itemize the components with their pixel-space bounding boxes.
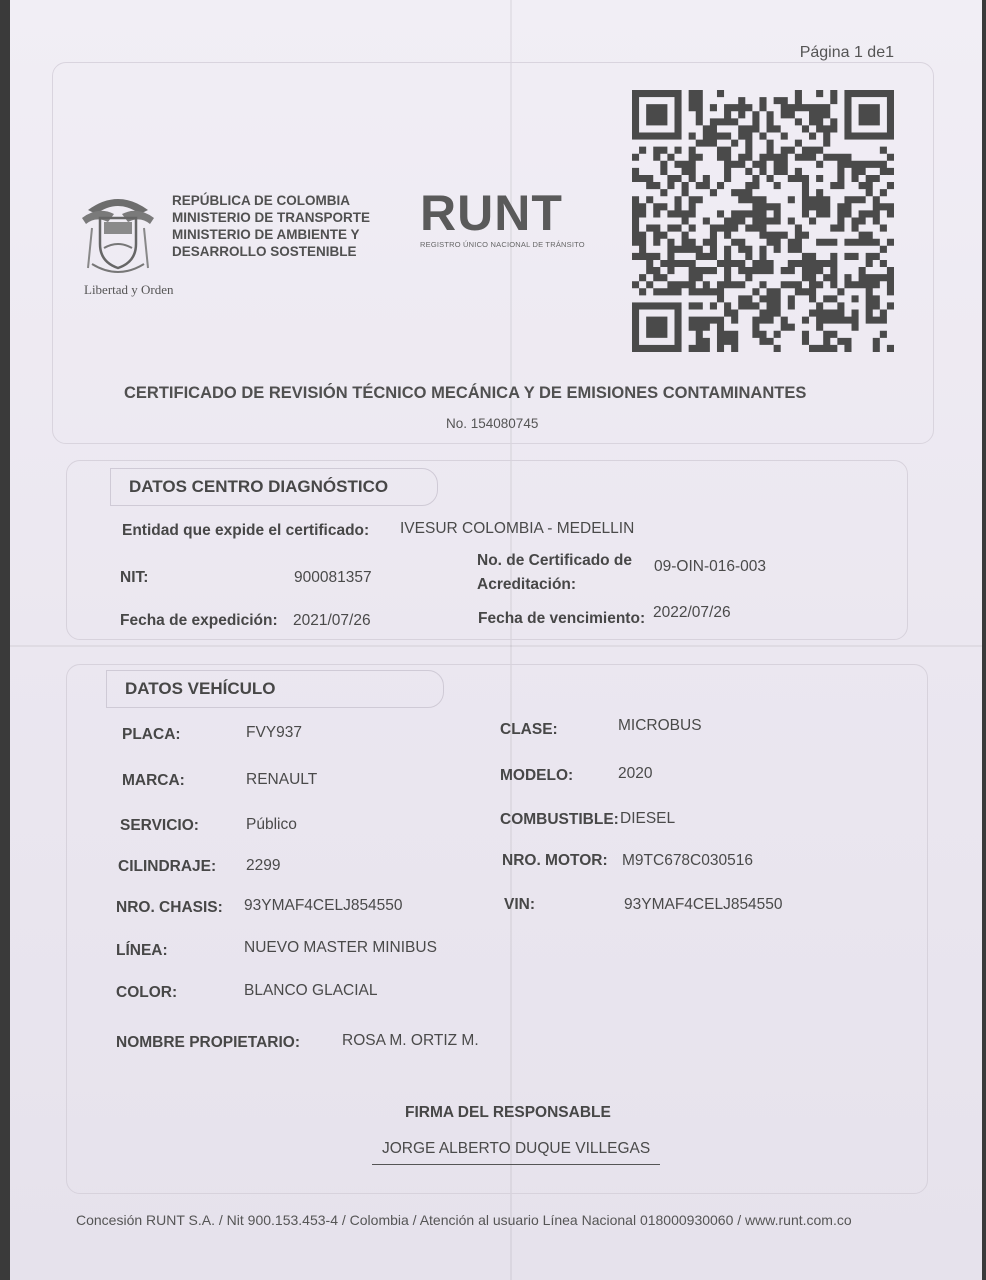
color-label: COLOR:	[116, 984, 178, 1001]
centro-section-title: DATOS CENTRO DIAGNÓSTICO	[110, 468, 438, 506]
expedicion-label: Fecha de expedición:	[120, 612, 278, 629]
vin-value: 93YMAF4CELJ854550	[624, 896, 783, 913]
clase-value: MICROBUS	[618, 717, 702, 734]
linea-value: NUEVO MASTER MINIBUS	[244, 939, 437, 956]
marca-value: RENAULT	[246, 771, 318, 788]
expedicion-value: 2021/07/26	[293, 612, 371, 629]
servicio-value: Público	[246, 816, 297, 833]
crest-motto: Libertad y Orden	[84, 282, 174, 297]
acreditacion-value: 09-OIN-016-003	[654, 558, 767, 575]
color-value: BLANCO GLACIAL	[244, 982, 378, 999]
motor-label: NRO. MOTOR:	[502, 852, 608, 869]
chasis-label: NRO. CHASIS:	[116, 899, 223, 916]
fold-line-horizontal	[10, 645, 982, 647]
cilindraje-label: CILINDRAJE:	[118, 858, 217, 875]
modelo-value: 2020	[618, 765, 653, 782]
entidad-label: Entidad que expide el certificado:	[122, 522, 370, 539]
propietario-value: ROSA M. ORTIZ M.	[342, 1032, 479, 1049]
signature-title: FIRMA DEL RESPONSABLE	[405, 1104, 611, 1121]
certificate-paper	[10, 0, 982, 1280]
acreditacion-label-line2: Acreditación:	[477, 576, 577, 593]
vin-label: VIN:	[504, 896, 535, 913]
acreditacion-label-line1: No. de Certificado de	[477, 552, 633, 569]
vehiculo-section-title: DATOS VEHÍCULO	[106, 670, 444, 708]
cilindraje-value: 2299	[246, 857, 281, 874]
vencimiento-label: Fecha de vencimiento:	[478, 610, 646, 627]
clase-label: CLASE:	[500, 721, 558, 738]
placa-value: FVY937	[246, 724, 303, 741]
propietario-label: NOMBRE PROPIETARIO:	[116, 1034, 300, 1051]
ministry-lines	[172, 192, 402, 260]
combustible-value: DIESEL	[620, 810, 676, 827]
runt-subtitle: REGISTRO ÚNICO NACIONAL DE TRÁNSITO	[420, 240, 585, 249]
qr-code-icon	[632, 90, 894, 352]
footer-text: Concesión RUNT S.A. / Nit 900.153.453-4 / Colombia / Atención al usuario Línea Nacional 018000930060 / www.runt.com.co	[76, 1212, 852, 1228]
marca-label: MARCA:	[122, 772, 185, 789]
placa-label: PLACA:	[122, 726, 181, 743]
ministry-line: MINISTERIO DE AMBIENTE Y	[172, 227, 360, 242]
ministry-line: MINISTERIO DE TRANSPORTE	[172, 210, 371, 225]
modelo-label: MODELO:	[500, 767, 574, 784]
linea-label: LÍNEA:	[116, 942, 168, 959]
motor-value: M9TC678C030516	[622, 852, 753, 869]
ministry-line: REPÚBLICA DE COLOMBIA	[172, 193, 350, 208]
runt-wordmark: RUNT	[420, 185, 563, 241]
document-title: CERTIFICADO DE REVISIÓN TÉCNICO MECÁNICA Y DE EMISIONES CONTAMINANTES	[124, 384, 807, 402]
nit-value: 900081357	[294, 569, 372, 586]
combustible-label: COMBUSTIBLE:	[500, 811, 619, 828]
runt-logo	[420, 185, 585, 249]
signature-name: JORGE ALBERTO DUQUE VILLEGAS	[372, 1140, 660, 1165]
entidad-value: IVESUR COLOMBIA - MEDELLIN	[400, 520, 635, 537]
nit-label: NIT:	[120, 569, 149, 586]
ministry-line: DESARROLLO SOSTENIBLE	[172, 244, 357, 259]
chasis-value: 93YMAF4CELJ854550	[244, 897, 403, 914]
page-number: Página 1 de1	[799, 44, 894, 61]
document-number: No. 154080745	[446, 416, 539, 431]
colombia-crest-icon	[78, 188, 158, 280]
vencimiento-value: 2022/07/26	[653, 604, 731, 621]
servicio-label: SERVICIO:	[120, 817, 199, 834]
